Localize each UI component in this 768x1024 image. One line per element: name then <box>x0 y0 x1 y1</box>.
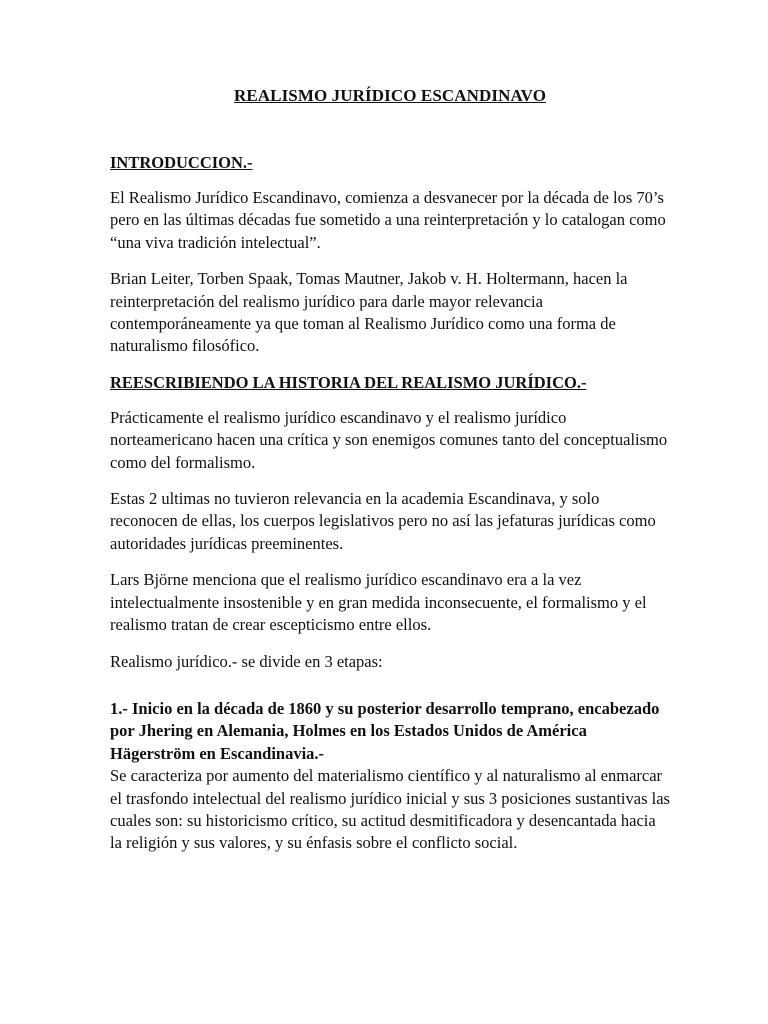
document-title: REALISMO JURÍDICO ESCANDINAVO <box>233 86 547 105</box>
section-heading-introduccion: INTRODUCCION.- <box>110 153 253 172</box>
section-heading-reescribiendo: REESCRIBIENDO LA HISTORIA DEL REALISMO JURÍDICO.- <box>110 372 587 392</box>
paragraph: Prácticamente el realismo jurídico escandinavo y el realismo jurídico norteamericano hacen una crítica y son enemigos comunes tanto del conceptualismo como del formalismo. <box>110 407 668 472</box>
paragraph: Realismo jurídico.- se divide en 3 etapas: <box>110 651 383 671</box>
paragraph: Brian Leiter, Torben Spaak, Tomas Mautner, Jakob v. H. Holtermann, hacen la reinterpretación del realismo jurídico para darle mayor relevancia contemporáneamente ya que toman al Realismo Jurídico como una forma de naturalismo filosófico. <box>110 269 628 356</box>
paragraph: Lars Björne menciona que el realismo jurídico escandinavo era a la vez intelectualmente insostenible y en gran medida inconsecuente, el formalismo y el realismo tratan de crear escepticismo entre ellos. <box>110 570 647 635</box>
paragraph: El Realismo Jurídico Escandinavo, comienza a desvanecer por la década de los 70’s pero en las últimas décadas fue sometido a una reinterpretación y lo catalogan como “una viva tradición intelectual”. <box>110 188 666 252</box>
document-page <box>110 86 670 855</box>
paragraph: Estas 2 ultimas no tuvieron relevancia en la academia Escandinava, y solo reconocen de ellas, los cuerpos legislativos pero no así las jefaturas jurídicas como autoridades jurídicas preeminentes. <box>110 489 656 553</box>
stage-1-body: Se caracteriza por aumento del materialismo científico y al naturalismo al enmarcar el trasfondo intelectual del realismo jurídico inicial y sus 3 posiciones sustantivas las cuales son: su historicismo crítico, su actitud desmitificadora y desencantada hacia la religión y sus valores, y su énfasis sobre el conflicto social. <box>110 766 670 853</box>
stage-1-block <box>110 698 670 855</box>
stage-1-title: 1.- Inicio en la década de 1860 y su posterior desarrollo temprano, encabezado por Jhering en Alemania, Holmes en los Estados Unidos de América Hägerström en Escandinavia.- <box>110 698 660 763</box>
